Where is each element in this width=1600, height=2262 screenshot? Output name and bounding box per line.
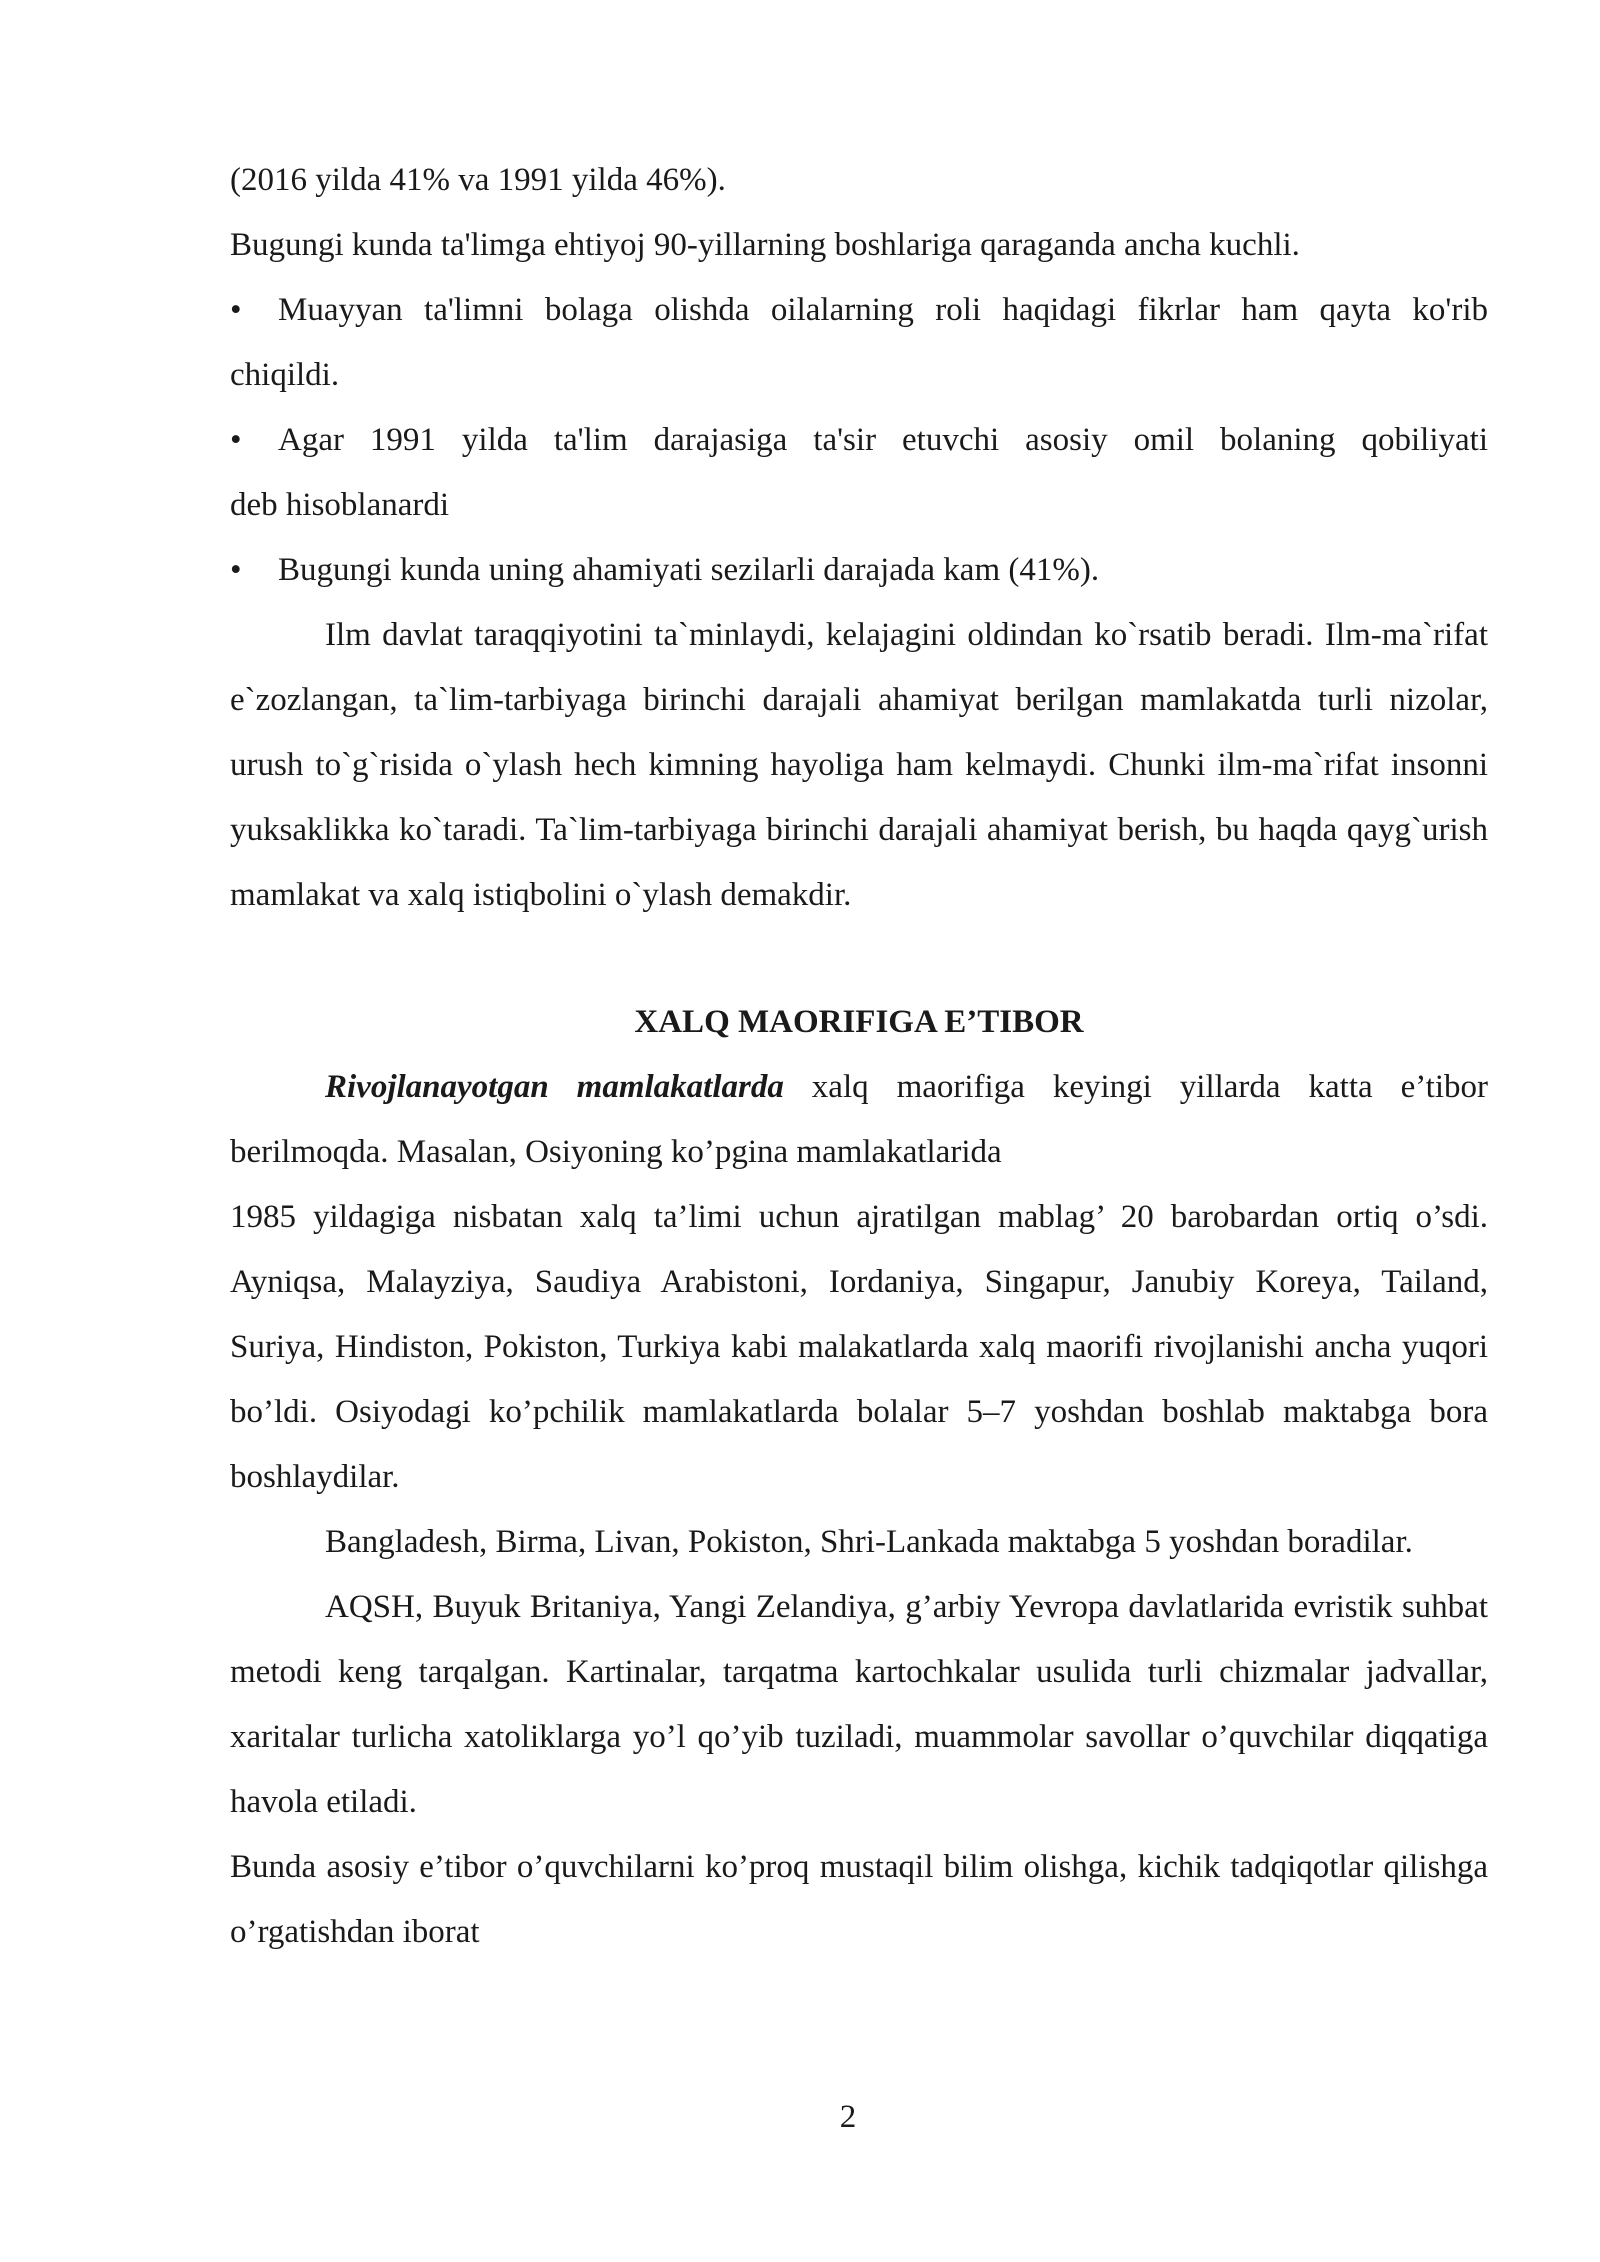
page-number: 2 xyxy=(839,2099,857,2135)
bullet-text-2-first: Agar 1991 yilda ta'lim darajasiga ta'sir etuvchi asosiy omil bolaning qobiliyati xyxy=(278,422,1488,458)
section-heading: XALQ MAORIFIGA E’TIBOR xyxy=(634,1004,1084,1040)
section-paragraph-1-line-1 xyxy=(230,1055,1488,1120)
bullet-text-3-first: Bugungi kunda uning ahamiyati sezilarli darajada kam (41%). xyxy=(278,552,1100,588)
section-paragraph-1-line-2: berilmoqda. Masalan, Osiyoning ko’pgina mamlakatlarida xyxy=(230,1134,1002,1170)
paragraph-ilm: Ilm davlat taraqqiyotini ta`minlaydi, kelajagini oldindan ko`rsatib beradi. Ilm-ma`rifat e`zozlangan, ta`lim-tarbiyaga birinchi darajali ahamiyat berilgan mamlakatda turli nizolar, urush to`g`risida o`ylash hech kimning hayoliga ham kelmaydi. Chunki ilm-ma`rifat insonni yuksaklikka ko`taradi. Ta`lim-tarbiyaga birinchi darajali ahamiyat berish, bu haqda qayg`urish mamlakat va xalq istiqbolini o`ylash demakdir. xyxy=(230,617,1488,913)
emphasis-text: Rivojlanayotgan mamlakatlarda xyxy=(325,1069,784,1105)
bullet-text-2-rest: deb hisoblanardi xyxy=(230,487,450,523)
bullet-icon: • xyxy=(230,292,242,328)
bullet-item-1 xyxy=(230,278,1488,408)
bullet-icon: • xyxy=(230,422,242,458)
section-paragraph-1-rest: xalq maorifiga keyingi yillarda katta e’tibor xyxy=(783,1069,1488,1105)
bullet-icon: • xyxy=(230,552,242,588)
section-paragraph-3: AQSH, Buyuk Britaniya, Yangi Zelandiya, g’arbiy Yevropa davlatlarida evristik suhbat metodi keng tarqalgan. Kartinalar, tarqatma kartochkalar usulida turli chizmalar jadvallar, xaritalar turlicha xatoliklarga yo’l qo’yib tuziladi, muammolar savollar o’quvchilar diqqatiga havola etiladi. xyxy=(230,1589,1488,1820)
section-paragraph-1-continued: 1985 yildagiga nisbatan xalq ta’limi uchun ajratilgan mablag’ 20 barobardan ortiq o’sdi. Ayniqsa, Malayziya, Saudiya Arabistoni, Iordaniya, Singapur, Janubiy Koreya, Tailand, Suriya, Hindiston, Pokiston, Turkiya kabi malakatlarda xalq maorifi rivojlanishi ancha yuqori bo’ldi. Osiyodagi ko’pchilik mamlakatlarda bolalar 5–7 yoshdan boshlab maktabga bora boshlaydilar. xyxy=(230,1199,1488,1495)
intro-line-2: Bugungi kunda ta'limga ehtiyoj 90-yillarning boshlariga qaraganda ancha kuchli. xyxy=(230,227,1300,263)
intro-line-1: (2016 yilda 41% va 1991 yilda 46%). xyxy=(230,162,726,198)
bullet-text-1-first: Muayyan ta'limni bolaga olishda oilalarning roli haqidagi fikrlar ham qayta ko'rib xyxy=(278,292,1488,328)
bullet-text-1-rest: chiqildi. xyxy=(230,357,340,393)
bullet-item-2 xyxy=(230,408,1488,538)
section-paragraph-2: Bangladesh, Birma, Livan, Pokiston, Shri-Lankada maktabga 5 yoshdan boradilar. xyxy=(325,1524,1413,1560)
bullet-item-3 xyxy=(230,538,1488,603)
page-body xyxy=(230,148,1488,1965)
section-paragraph-4: Bunda asosiy e’tibor o’quvchilarni ko’proq mustaqil bilim olishga, kichik tadqiqotlar qilishga o’rgatishdan iborat xyxy=(230,1849,1488,1950)
